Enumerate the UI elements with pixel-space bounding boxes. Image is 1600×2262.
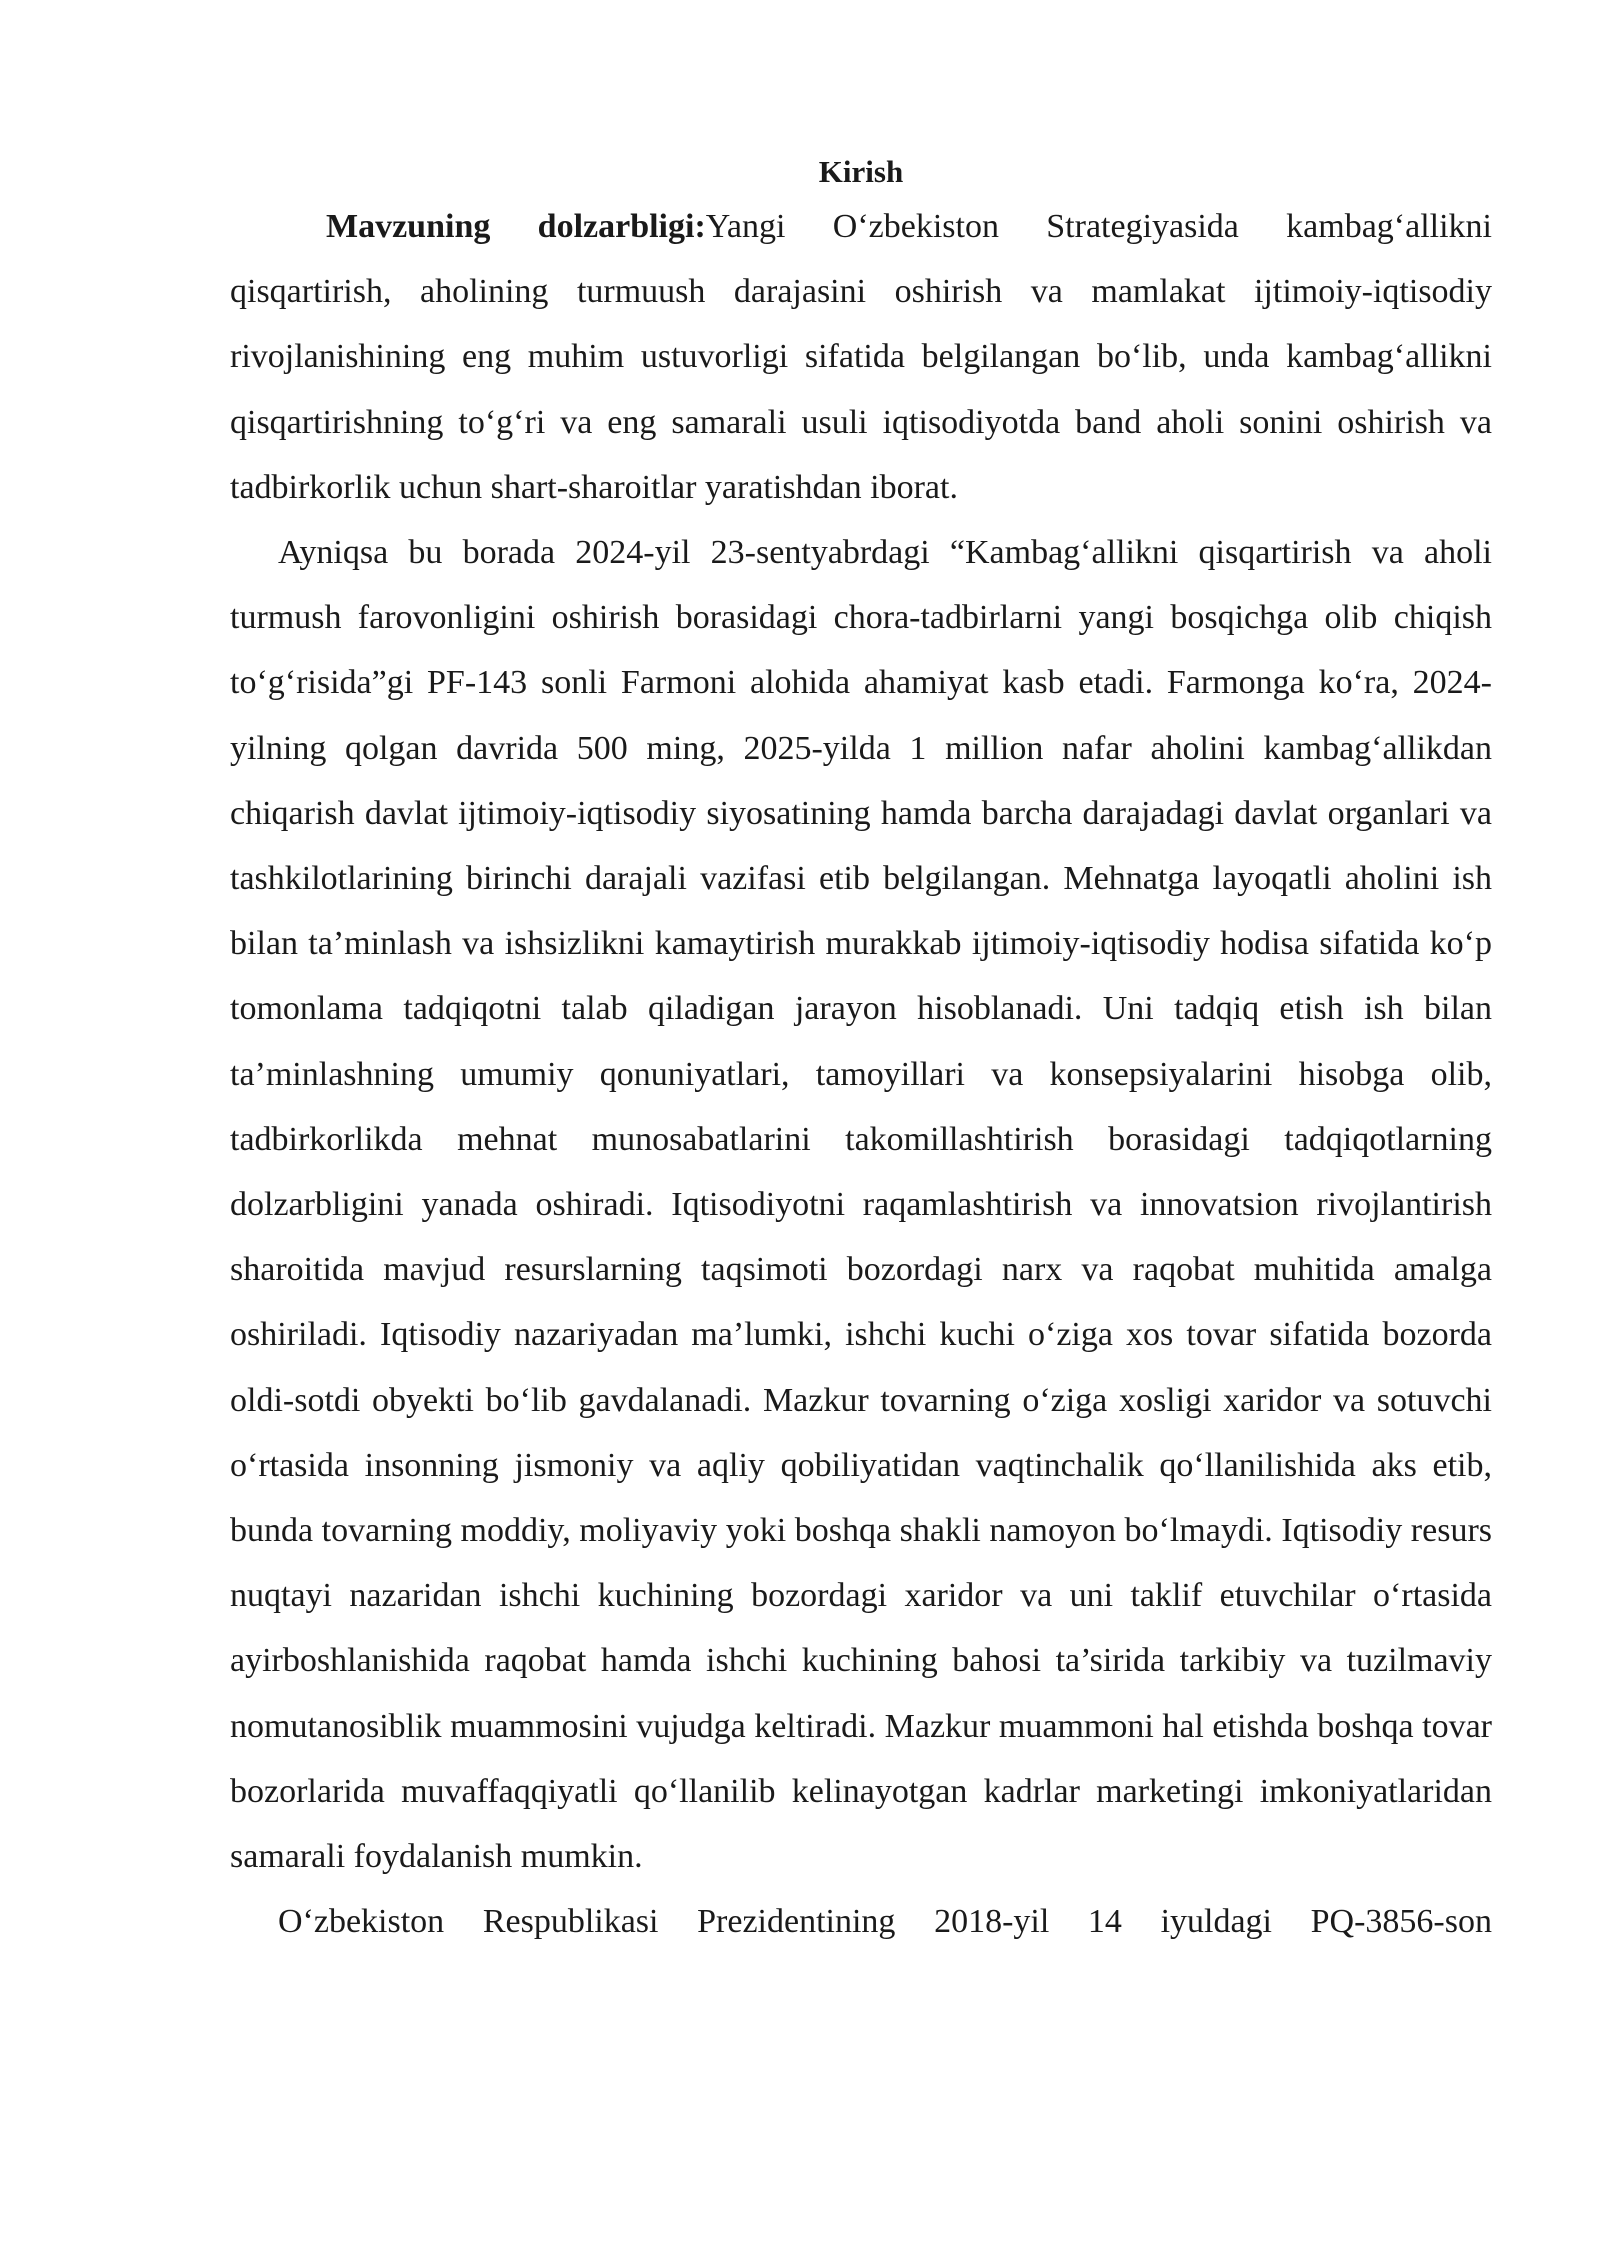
- paragraph-lead: Mavzuning dolzarbligi:: [326, 208, 706, 245]
- paragraph-decree: Ayniqsa bu borada 2024-yil 23-sentyabrdagi “Kambag‘allikni qisqartirish va aholi turmush farovonligini oshirish borasidagi chora-tadbirlarni yangi bosqichga olib chiqish to‘g‘risida”gi PF-143 sonli Farmoni alohida ahamiyat kasb etadi. Farmonga ko‘ra, 2024-yilning qolgan davrida 500 ming, 2025-yilda 1 million nafar aholini kambag‘allikdan chiqarish davlat ijtimoiy-iqtisodiy siyosatining hamda barcha darajadagi davlat organlari va tashkilotlarining birinchi darajali vazifasi etib belgilangan. Mehnatga layoqatli aholini ish bilan ta’minlash va ishsizlikni kamaytirish murakkab ijtimoiy-iqtisodiy hodisa sifatida ko‘p tomonlama tadqiqotni talab qiladigan jarayon hisoblanadi. Uni tadqiq etish ish bilan ta’minlashning umumiy qonuniyatlari, tamoyillari va konsepsiyalarini hisobga olib, tadbirkorlikda mehnat munosabatlarini takomillashtirish borasidagi tadqiqotlarning dolzarbligini yanada oshiradi. Iqtisodiyotni raqamlashtirish va innovatsion rivojlantirish sharoitida mavjud resurslarning taqsimoti bozordagi narx va raqobat muhitida amalga oshiriladi. Iqtisodiy nazariyadan ma’lumki, ishchi kuchi o‘ziga xos tovar sifatida bozorda oldi-sotdi obyekti bo‘lib gavdalanadi. Mazkur tovarning o‘ziga xosligi xaridor va sotuvchi o‘rtasida insonning jismoniy va aqliy qobiliyatidan vaqtinchalik qo‘llanilishida aks etib, bunda tovarning moddiy, moliyaviy yoki boshqa shakli namoyon bo‘lmaydi. Iqtisodiy resurs nuqtayi nazaridan ishchi kuchining bozordagi xaridor va uni taklif etuvchilar o‘rtasida ayirboshlanishida raqobat hamda ishchi kuchining bahosi ta’sirida tarkibiy va tuzilmaviy nomutanosiblik muammosini vujudga keltiradi. Mazkur muammoni hal etishda boshqa tovar bozorlarida muvaffaqqiyatli qo‘llanilib kelinayotgan kadrlar marketingi imkoniyatlaridan samarali foydalanish mumkin.: [230, 534, 1492, 1876]
- document-title: Kirish: [818, 154, 904, 189]
- paragraph-relevance: [230, 194, 1492, 520]
- document-page: [230, 150, 1492, 1954]
- paragraph-text: Yangi O‘zbekiston Strategiyasida kambag‘allikni qisqartirish, aholining turmuush darajasini oshirish va mamlakat ijtimoiy-iqtisodiy rivojlanishining eng muhim ustuvorligi sifatida belgilangan bo‘lib, unda kambag‘allikni qisqartirishning to‘g‘ri va eng samarali usuli iqtisodiyotda band aholi sonini oshirish va tadbirkorlik uchun shart-sharoitlar yaratishdan iborat.: [230, 208, 1493, 506]
- paragraph-resolution: O‘zbekiston Respublikasi Prezidentining 2018-yil 14 iyuldagi PQ-3856-son: [278, 1903, 1492, 1941]
